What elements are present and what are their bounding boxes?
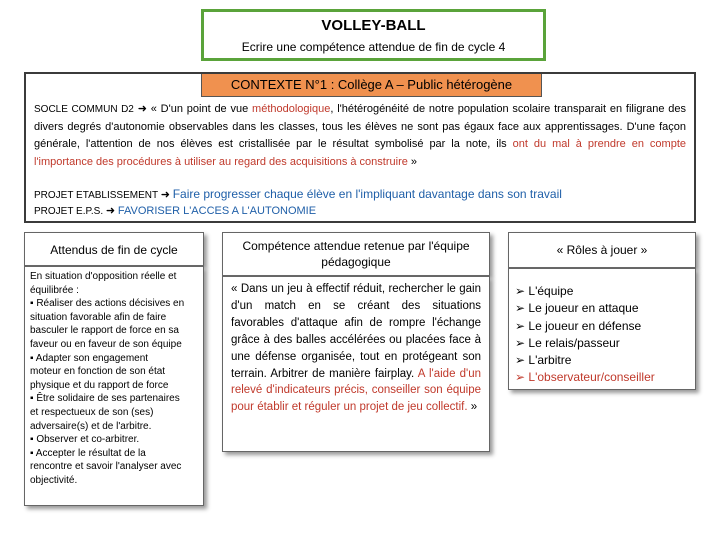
arrowhead-bullet-icon: ➢ — [515, 284, 526, 298]
competence-header-box — [222, 232, 490, 276]
attendus-list — [30, 270, 202, 488]
competence-header: Compétence attendue retenue par l'équipe pédagogique — [242, 239, 470, 269]
projet-etab-label: PROJET ETABLISSEMENT — [34, 190, 158, 201]
socle-text-red: ont du mal à prendre en compte l'importance des procédures à utiliser au regard des acquisitions à construire — [34, 138, 686, 168]
attendus-line: ▪ Être solidaire de ses partenaires — [30, 393, 180, 405]
role-label: L'équipe — [528, 284, 574, 298]
projet-etablissement-line — [34, 187, 562, 201]
attendus-line: ▪ Adapter son engagement — [30, 352, 149, 364]
arrowhead-bullet-icon: ➢ — [515, 353, 526, 368]
competence-body-box — [222, 276, 490, 452]
attendus-line: ▪ Observer et co-arbitrer. — [30, 434, 140, 446]
projet-eps-text: FAVORISER L'ACCES A L'AUTONOMIE — [117, 205, 317, 217]
attendus-body-box — [24, 266, 204, 506]
context-header: CONTEXTE N°1 : Collège A – Public hétérogène — [201, 74, 542, 97]
competence-text — [231, 281, 481, 416]
attendus-line: objectivité. — [30, 474, 78, 486]
context-box — [24, 72, 696, 223]
attendus-line: En situation d'opposition réelle et — [30, 271, 177, 282]
list-item — [515, 318, 693, 335]
arrowhead-bullet-icon: ➢ — [515, 370, 526, 385]
projet-etab-text: Faire progresser chaque élève en l'impliquant davantage dans son travail — [172, 187, 562, 201]
list-item — [515, 369, 693, 386]
attendus-line: basculer le rapport de force en sa — [30, 325, 179, 337]
arrowhead-bullet-icon: ➢ — [515, 301, 526, 316]
socle-text-2: , l'hétérogénéité de notre population scolaire transparait en filigrane des divers degrés d'autonomie observables dans les classes, tous les élèves ne sont pas égaux face aux apprentissages. D'une façon générale, l'attention de nos élèves est cristallisée par le résultat symbolisé par la note, ils — [34, 103, 686, 151]
role-label: L'observateur/conseiller — [528, 370, 655, 385]
roles-header-box — [508, 232, 696, 268]
attendus-line: situation favorable afin de faire — [30, 311, 167, 323]
competence-text-red: A l'aide d'un relevé d'indicateurs précis, conseiller son équipe pour établir et réguler un projet de jeu collectif. — [231, 367, 482, 414]
socle-commun-paragraph — [34, 101, 686, 171]
roles-header: « Rôles à jouer » — [556, 243, 648, 257]
competence-text-main: « Dans un jeu à effectif réduit, rechercher le gain d'un match en se créant des situations favorables d'attaque afin de rompre l'échange grâce à des balles accélérées ou placées face à une défense organisée, tout en protégeant son terrain. Arbitrer de manière fairplay. — [231, 283, 481, 380]
socle-text-end: » — [407, 155, 418, 168]
attendus-header-box — [24, 232, 204, 266]
projet-eps-line — [34, 204, 316, 217]
list-item — [515, 283, 693, 300]
attendus-line: équilibrée : — [30, 284, 79, 296]
socle-text-1: « D'un point de vue — [150, 103, 253, 115]
list-item — [515, 352, 693, 369]
attendus-line: ▪ Accepter le résultat de la — [30, 447, 146, 459]
attendus-line: et respectueux de son (ses) — [30, 406, 154, 418]
attendus-line: physique et du rapport de force — [30, 379, 169, 391]
arrow-icon: ➜ — [160, 189, 170, 201]
role-label: L'arbitre — [528, 353, 572, 368]
roles-list — [515, 283, 693, 387]
title-box — [201, 9, 546, 61]
list-item — [515, 300, 693, 317]
role-label: Le joueur en défense — [528, 318, 642, 333]
arrow-icon: ➜ — [105, 205, 116, 217]
attendus-line: moteur en fonction de son état — [30, 366, 166, 378]
attendus-line: adversaire(s) et de l'arbitre. — [30, 420, 152, 432]
arrow-icon: ➜ — [137, 103, 147, 115]
page-title: VOLLEY-BALL — [321, 17, 426, 34]
list-item — [515, 335, 693, 352]
page-subtitle: Ecrire une compétence attendue de fin de cycle 4 — [241, 40, 506, 54]
attendus-line: rencontre et savoir l'analyser avec — [30, 461, 182, 473]
socle-label: SOCLE COMMUN D2 — [34, 104, 134, 115]
roles-body-box — [508, 268, 696, 390]
role-label: Le joueur en attaque — [528, 301, 639, 316]
role-label: Le relais/passeur — [528, 335, 620, 350]
attendus-line: ▪ Réaliser des actions décisives en — [30, 298, 185, 310]
attendus-line: faveur ou en faveur de son équipe — [30, 338, 182, 350]
arrowhead-bullet-icon: ➢ — [515, 318, 526, 333]
projet-eps-label: PROJET E.P.S. — [34, 206, 104, 217]
attendus-header: Attendus de fin de cycle — [50, 243, 178, 257]
arrowhead-bullet-icon: ➢ — [515, 335, 526, 350]
competence-text-end: » — [467, 401, 478, 414]
socle-text-methodo: méthodologique — [252, 103, 331, 115]
